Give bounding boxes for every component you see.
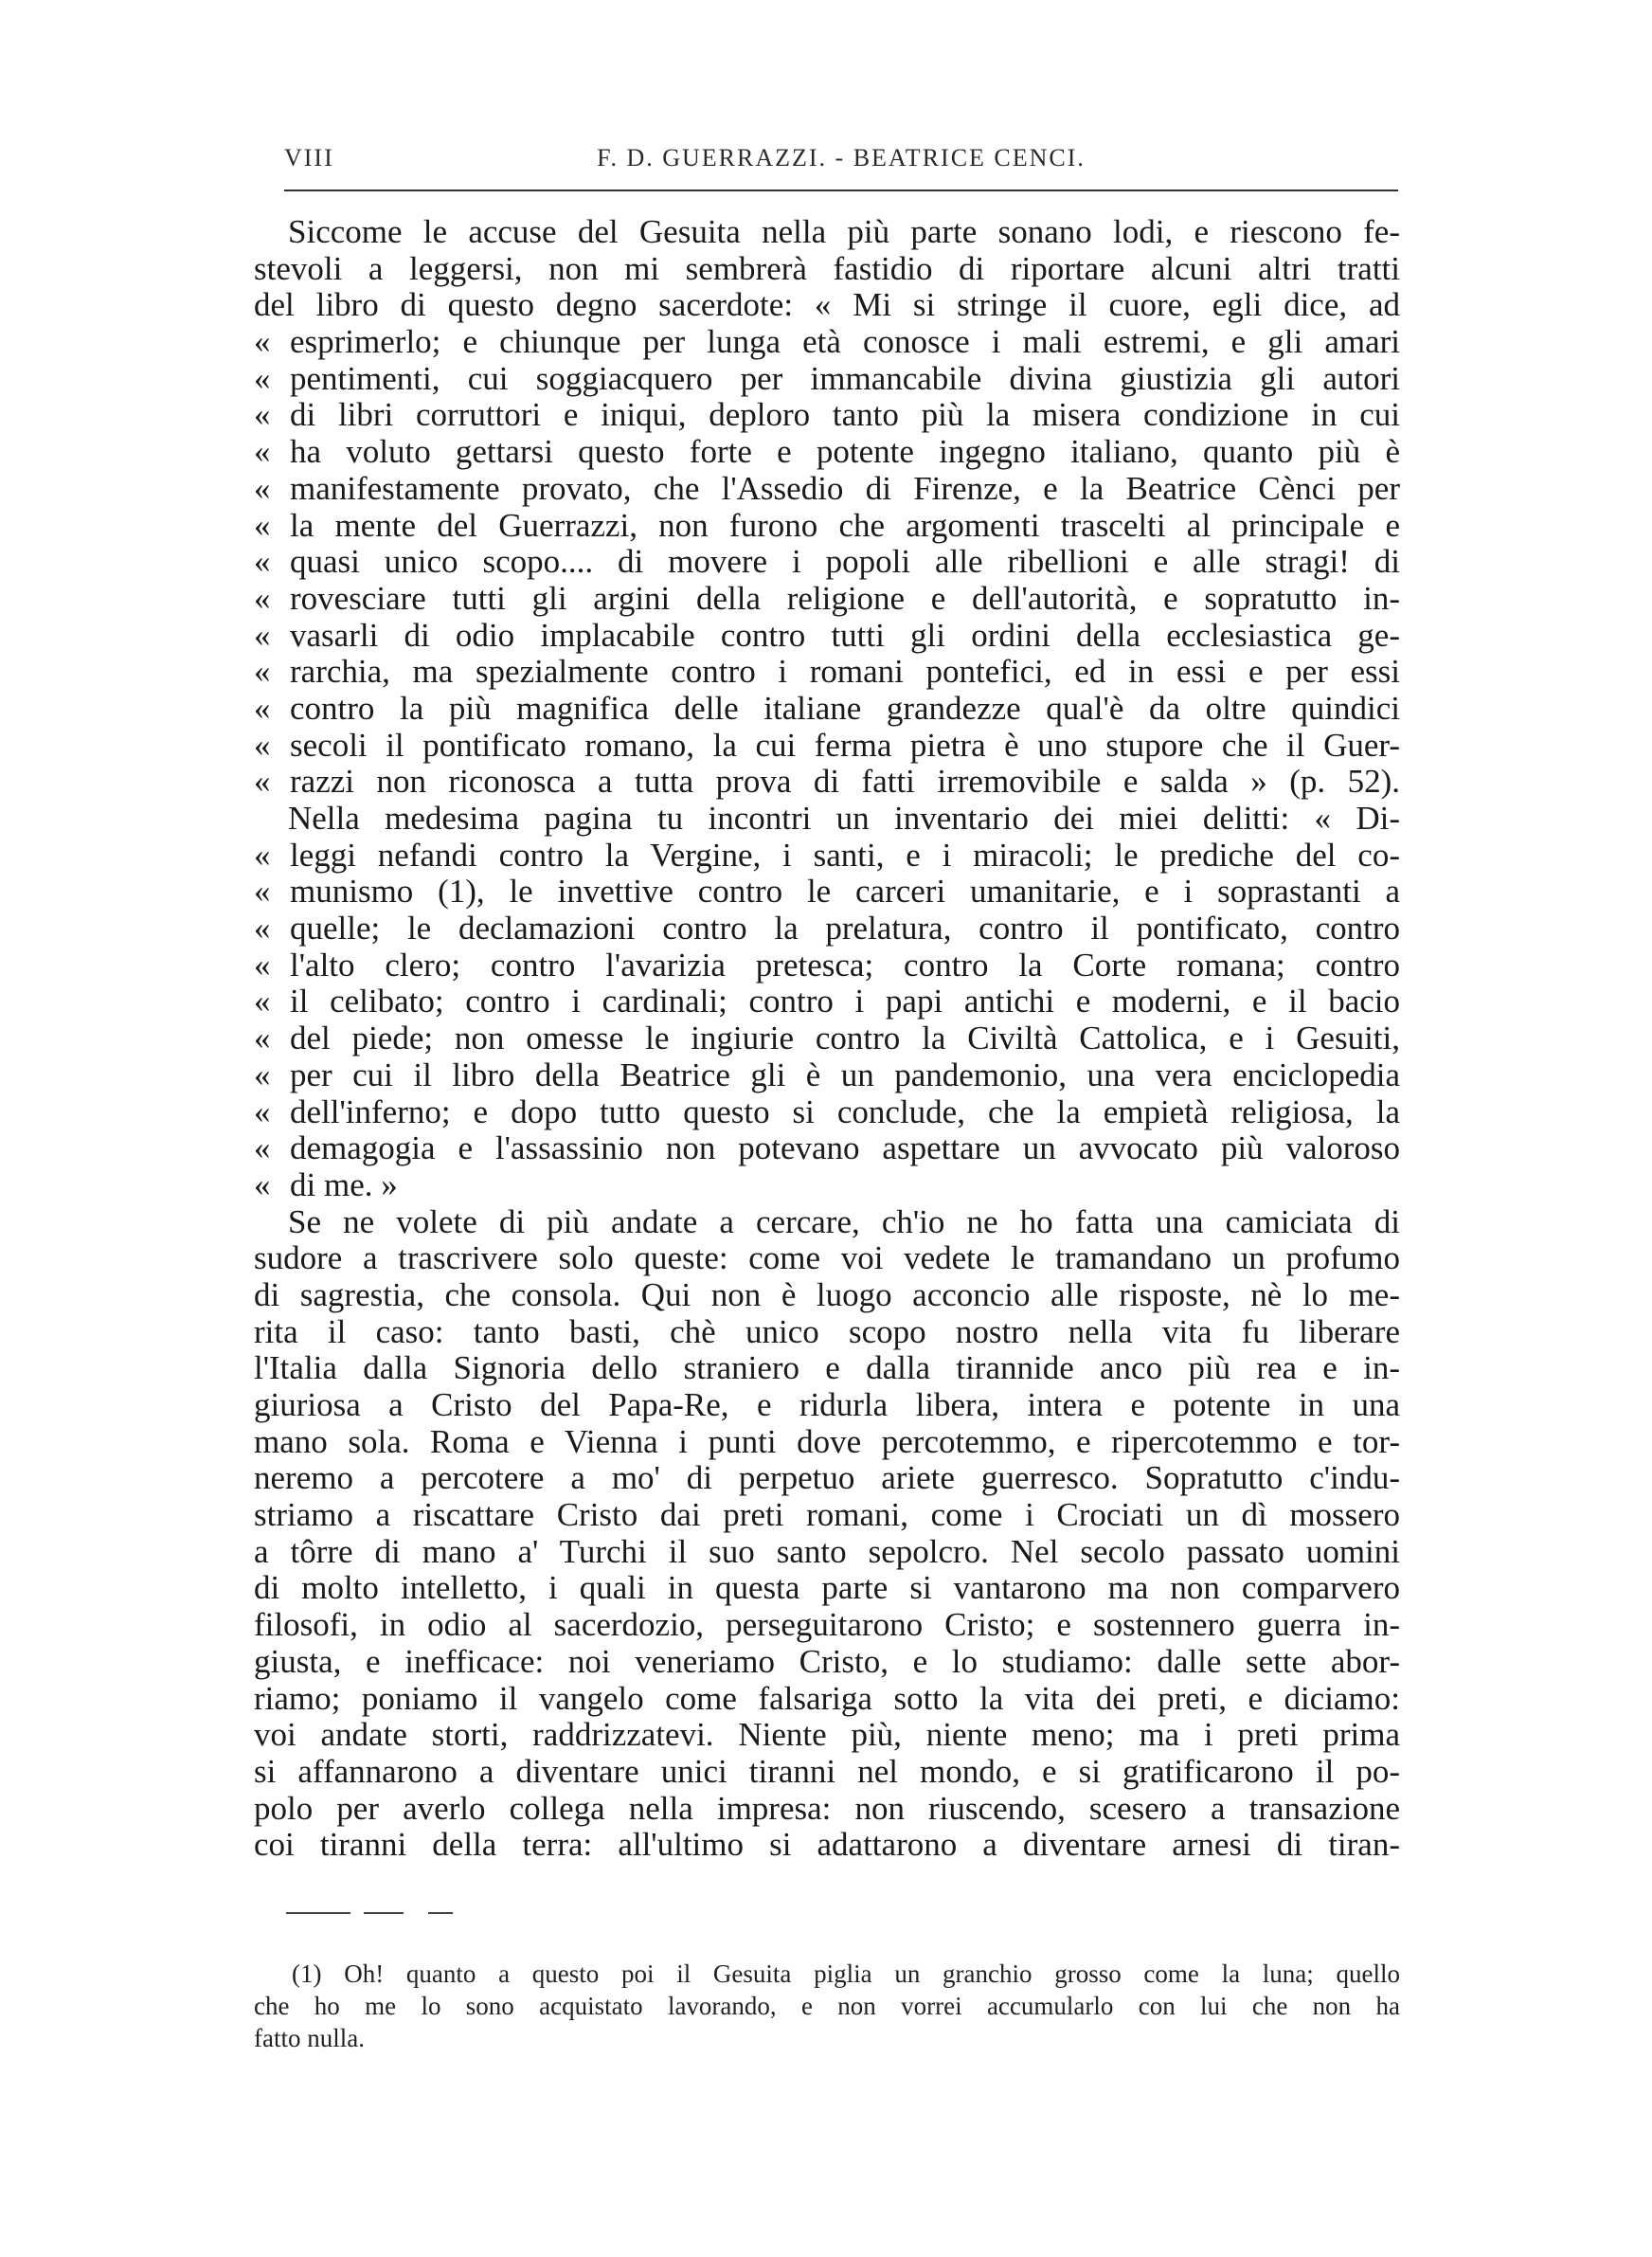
line-text: manifestamente provato, che l'Assedio di Firenze, e la Beatrice Cènci per	[290, 470, 1400, 507]
quote-mark: «	[254, 947, 271, 984]
line-text: Siccome le accuse del Gesuita nella più parte sonano lodi, e riescono fe-	[288, 214, 1400, 250]
quote-mark: «	[254, 727, 271, 764]
running-head	[284, 144, 1398, 176]
quote-mark: «	[254, 764, 271, 801]
text-line	[254, 581, 1400, 618]
text-line	[254, 654, 1400, 691]
text-line	[254, 801, 1400, 838]
quote-mark: «	[254, 434, 271, 471]
text-line	[254, 1791, 1400, 1828]
text-line	[254, 1057, 1400, 1094]
text-line	[254, 1460, 1400, 1497]
text-line	[254, 1827, 1400, 1864]
text-line	[254, 728, 1400, 765]
line-text: neremo a percotere a mo' di perpetuo ariete guerresco. Sopratutto c'indu-	[254, 1460, 1400, 1497]
text-line	[254, 324, 1400, 361]
text-line	[254, 1020, 1400, 1057]
text-line	[254, 838, 1400, 875]
line-text: del piede; non omesse le ingiurie contro la Civiltà Cattolica, e i Gesuiti,	[290, 1020, 1400, 1057]
quote-mark: «	[254, 580, 271, 617]
line-text: striamo a riscattare Cristo dai preti romani, come i Crociati un dì mossero	[254, 1497, 1400, 1534]
line-text: di molto intelletto, i quali in questa parte si vantarono ma non comparvero	[254, 1570, 1400, 1607]
text-line	[254, 214, 1400, 251]
text-line	[254, 1681, 1400, 1718]
text-line	[254, 1717, 1400, 1754]
line-text: stevoli a leggersi, non mi sembrerà fastidio di riportare alcuni altri tratti	[254, 250, 1400, 287]
text-line	[254, 1570, 1400, 1607]
line-text: la mente del Guerrazzi, non furono che argomenti trascelti al principale e	[290, 507, 1400, 544]
text-line	[254, 874, 1400, 911]
body-text	[254, 214, 1400, 1864]
text-line	[254, 618, 1400, 655]
quote-mark: «	[254, 654, 271, 691]
line-text: l'Italia dalla Signoria dello straniero e dalla tirannide anco più rea e in-	[254, 1350, 1400, 1387]
line-text: il celibato; contro i cardinali; contro i papi antichi e moderni, e il bacio	[290, 984, 1400, 1020]
line-text: giusta, e inefficace: noi veneriamo Cristo, e lo studiamo: dalle sette abor-	[254, 1643, 1400, 1680]
line-text: mano sola. Roma e Vienna i punti dove percotemmo, e ripercotemmo e tor-	[254, 1423, 1400, 1460]
text-line	[254, 397, 1400, 434]
footnote-line: (1) Oh! quanto a questo poi il Gesuita piglia un granchio grosso come la luna; quello	[292, 1959, 1400, 1988]
quote-mark: «	[254, 1093, 271, 1130]
quote-mark: «	[254, 507, 271, 544]
line-text: ha voluto gettarsi questo forte e potente ingegno italiano, quanto più è	[290, 434, 1400, 471]
text-line	[254, 948, 1400, 984]
line-text: pentimenti, cui soggiacquero per immancabile divina giustizia gli autori	[290, 360, 1400, 397]
quote-mark: «	[254, 617, 271, 654]
line-text: voi andate storti, raddrizzatevi. Niente più, niente meno; ma i preti prima	[254, 1717, 1400, 1754]
text-line	[254, 1424, 1400, 1461]
text-line	[254, 1277, 1400, 1314]
line-text: polo per averlo collega nella impresa: non riuscendo, scesero a transazione	[254, 1790, 1400, 1827]
line-text: quasi unico scopo.... di movere i popoli alle ribellioni e alle stragi! di	[290, 544, 1400, 581]
text-line	[254, 1167, 1400, 1204]
line-text: Se ne volete di più andate a cercare, ch'io ne ho fatta una camiciata di	[288, 1203, 1400, 1240]
line-text: rarchia, ma spezialmente contro i romani pontefici, ed in essi e per essi	[290, 654, 1400, 691]
line-text: leggi nefandi contro la Vergine, i santi, e i miracoli; le prediche del co-	[290, 837, 1400, 874]
text-line	[254, 434, 1400, 471]
text-line	[254, 1240, 1400, 1277]
quote-mark: «	[254, 690, 271, 727]
line-text: del libro di questo degno sacerdote: « Mi si stringe il cuore, egli dice, ad	[254, 287, 1400, 324]
text-line	[254, 691, 1400, 728]
line-text: demagogia e l'assassinio non potevano aspettare un avvocato più valoroso	[290, 1130, 1400, 1167]
footnote-line: fatto nulla.	[254, 2024, 365, 2052]
text-line	[254, 1204, 1400, 1241]
quote-mark: «	[254, 1166, 271, 1203]
text-line	[254, 984, 1400, 1020]
text-line	[254, 287, 1400, 324]
line-text: filosofi, in odio al sacerdozio, perseguitarono Cristo; e sostennero guerra in-	[254, 1607, 1400, 1644]
line-text: rovesciare tutti gli argini della religione e dell'autorità, e sopratutto in-	[290, 580, 1400, 617]
text-line	[254, 1094, 1400, 1131]
text-line	[254, 1350, 1400, 1387]
line-text: di me. »	[290, 1166, 398, 1203]
quote-mark: «	[254, 544, 271, 581]
text-line	[254, 764, 1400, 801]
line-text: di sagrestia, che consola. Qui non è luogo acconcio alle risposte, nè lo me-	[254, 1276, 1400, 1313]
quote-mark: «	[254, 1130, 271, 1167]
line-text: razzi non riconosca a tutta prova di fatti irremovibile e salda » (p. 52).	[290, 764, 1400, 801]
running-title: F. D. GUERRAZZI. - BEATRICE CENCI.	[597, 144, 1086, 172]
line-text: esprimerlo; e chiunque per lunga età conosce i mali estremi, e gli amari	[290, 324, 1400, 361]
text-line	[254, 1387, 1400, 1424]
line-text: a tôrre di mano a' Turchi il suo santo sepolcro. Nel secolo passato uomini	[254, 1533, 1400, 1570]
quote-mark: «	[254, 397, 271, 434]
line-text: di libri corruttori e iniqui, deploro tanto più la misera condizione in cui	[290, 397, 1400, 434]
text-line	[254, 361, 1400, 398]
quote-mark: «	[254, 984, 271, 1020]
line-text: munismo (1), le invettive contro le carceri umanitarie, e i soprastanti a	[290, 874, 1400, 911]
text-line	[254, 1130, 1400, 1167]
line-text: sudore a trascrivere solo queste: come voi vedete le tramandano un profumo	[254, 1240, 1400, 1277]
quote-mark: «	[254, 1020, 271, 1057]
line-text: giuriosa a Cristo del Papa-Re, e ridurla libera, intera e potente in una	[254, 1387, 1400, 1423]
quote-mark: «	[254, 837, 271, 874]
quote-mark: «	[254, 360, 271, 397]
line-text: si affannarono a diventare unici tiranni nel mondo, e si gratificarono il po-	[254, 1753, 1400, 1790]
quote-mark: «	[254, 1056, 271, 1093]
footnote-separator	[286, 1912, 494, 1918]
text-line	[254, 1607, 1400, 1644]
footnotes	[254, 1958, 1400, 2054]
page-number: VIII	[284, 144, 334, 172]
footnote-line: che ho me lo sono acquistato lavorando, e non vorrei accumularlo con lui che non ha	[254, 1992, 1400, 2020]
text-line	[254, 1497, 1400, 1534]
text-line	[254, 508, 1400, 545]
quote-mark: «	[254, 874, 271, 911]
line-text: quelle; le declamazioni contro la prelatura, contro il pontificato, contro	[290, 911, 1400, 948]
text-line	[254, 1754, 1400, 1791]
line-text: rita il caso: tanto basti, chè unico scopo nostro nella vita fu liberare	[254, 1313, 1400, 1350]
quote-mark: «	[254, 324, 271, 361]
line-text: coi tiranni della terra: all'ultimo si adattarono a diventare arnesi di tiran-	[254, 1827, 1400, 1864]
line-text: dell'inferno; e dopo tutto questo si conclude, che la empietà religiosa, la	[290, 1093, 1400, 1130]
quote-mark: «	[254, 911, 271, 948]
quote-mark: «	[254, 470, 271, 507]
line-text: secoli il pontificato romano, la cui ferma pietra è uno stupore che il Guer-	[290, 727, 1400, 764]
line-text: per cui il libro della Beatrice gli è un pandemonio, una vera enciclopedia	[290, 1056, 1400, 1093]
text-line	[254, 1644, 1400, 1681]
line-text: contro la più magnifica delle italiane grandezze qual'è da oltre quindici	[290, 690, 1400, 727]
text-line	[254, 251, 1400, 288]
text-line	[254, 1314, 1400, 1351]
line-text: vasarli di odio implacabile contro tutti gli ordini della ecclesiastica ge-	[290, 617, 1400, 654]
text-line	[254, 911, 1400, 948]
line-text: riamo; poniamo il vangelo come falsariga sotto la vita dei preti, e diciamo:	[254, 1680, 1400, 1717]
line-text: Nella medesima pagina tu incontri un inventario dei miei delitti: « Di-	[288, 801, 1400, 837]
text-line	[254, 1534, 1400, 1571]
text-line	[254, 471, 1400, 508]
text-line	[254, 544, 1400, 581]
header-rule	[284, 190, 1398, 191]
line-text: l'alto clero; contro l'avarizia pretesca; contro la Corte romana; contro	[290, 947, 1400, 984]
